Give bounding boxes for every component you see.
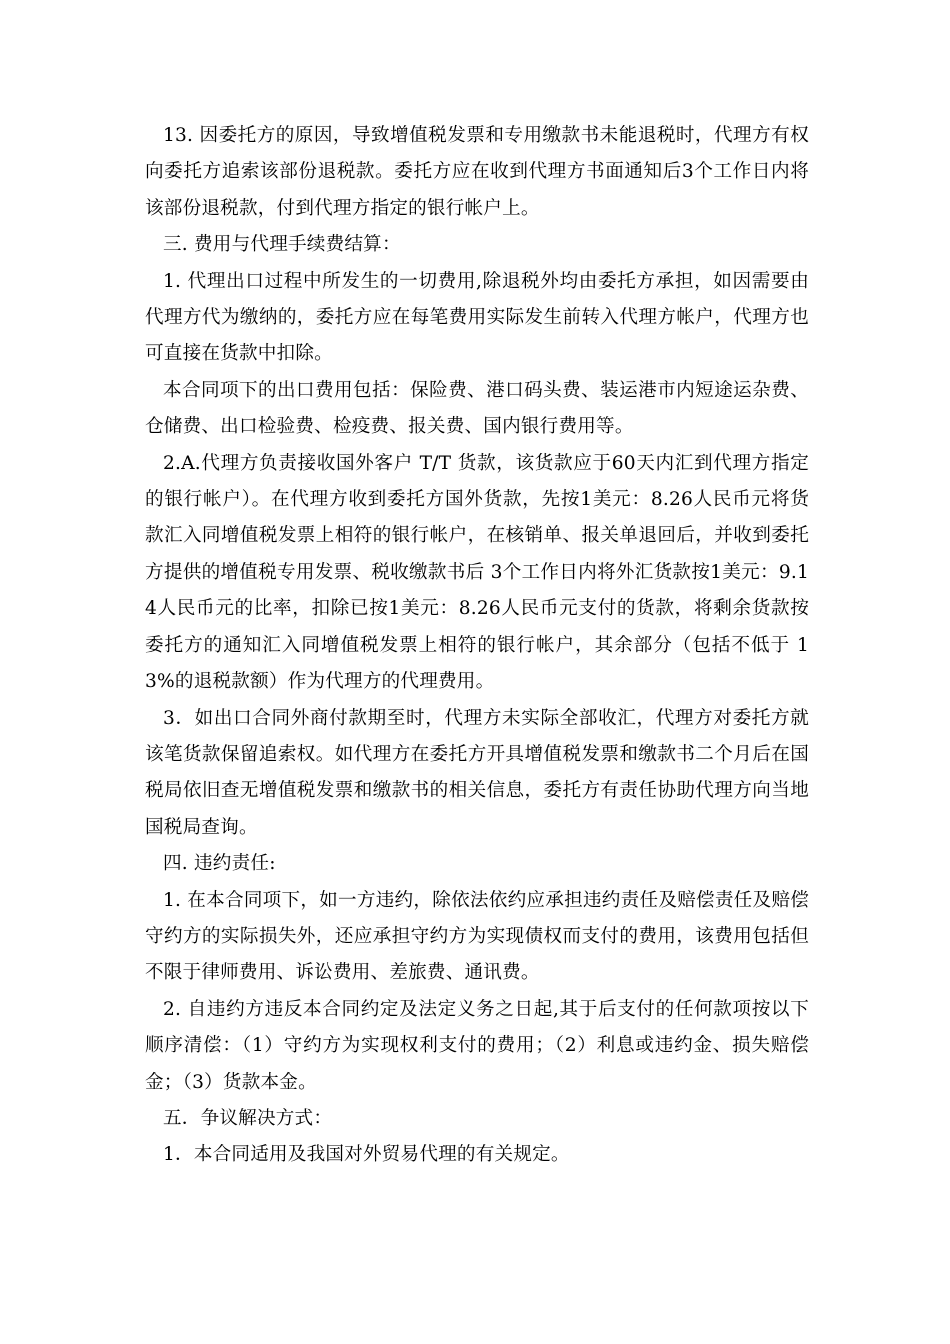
clause-3-1-paragraph: 1. 代理出口过程中所发生的一切费用,除退税外均由委托方承担，如因需要由代理方代为缴纳的，委托方应在每笔费用实际发生前转入代理方帐户，代理方也可直接在货款中扣除。 [145,270,809,365]
document-body [145,118,809,1174]
clause-4-1-paragraph: 1. 在本合同项下，如一方违约，除依法依约应承担违约责任及赔偿责任及赔偿守约方的实际损失外，还应承担守约方为实现债权而支付的费用，该费用包括但不限于律师费用、诉讼费用、差旅费、通讯费。 [145,889,809,984]
section-5-heading: 五．争议解决方式： [163,1107,333,1129]
clause-3-2a-paragraph: 2.A.代理方负责接收国外客户 T/T 货款，该货款应于60天内汇到代理方指定的银行帐户）。在代理方收到委托方国外货款，先按1美元：8.26人民币元将货款汇入同增值税发票上相符的银行帐户，在核销单、报关单退回后，并收到委托方提供的增值税专用发票、税收缴款书后 3个工作日内将外汇货款按1美元：9.14人民币元的比率，扣除已按1美元：8.26人民币元支付的货款，将剩余货款按委托方的通知汇入同增值税发票上相符的银行帐户，其余部分（包括不低于 13%的退税款额）作为代理方的代理费用。 [145,452,809,693]
clause-13-paragraph: 13. 因委托方的原因，导致增值税发票和专用缴款书未能退税时，代理方有权向委托方追索该部份退税款。委托方应在收到代理方书面通知后3个工作日内将该部份退税款，付到代理方指定的银行帐户上。 [145,125,809,219]
section-4-heading: 四. 违约责任: [163,853,276,875]
clause-4-2-paragraph: 2. 自违约方违反本合同约定及法定义务之日起,其于后支付的任何款项按以下顺序清偿：（1）守约方为实现权利支付的费用；（2）利息或违约金、损失赔偿金；（3）货款本金。 [145,998,809,1093]
section-3-heading: 三. 费用与代理手续费结算： [163,234,401,256]
clause-3-3-paragraph: 3．如出口合同外商付款期至时，代理方未实际全部收汇，代理方对委托方就该笔货款保留追索权。如代理方在委托方开具增值税发票和缴款书二个月后在国税局依旧查无增值税发票和缴款书的相关信息，委托方有责任协助代理方向当地国税局查询。 [145,707,809,838]
clause-5-1-paragraph: 1．本合同适用及我国对外贸易代理的有关规定。 [163,1144,570,1166]
export-fees-paragraph: 本合同项下的出口费用包括：保险费、港口码头费、装运港市内短途运杂费、仓储费、出口检验费、检疫费、报关费、国内银行费用等。 [145,379,809,438]
